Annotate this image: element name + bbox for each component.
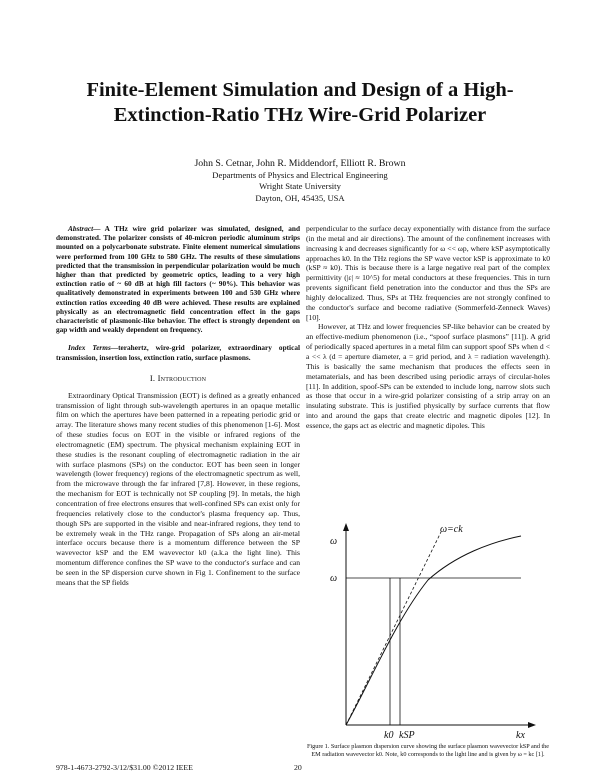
section-heading-introduction (56, 374, 300, 384)
kx-label: kx (516, 730, 525, 741)
right-column (306, 224, 550, 431)
k0-label: k0 (384, 730, 394, 741)
paper-title (40, 78, 560, 128)
index-terms-text: —terahertz, wire-grid polarizer, extraordinary optical transmission, insertion loss, extinction ratio, surface plasmons. (56, 343, 300, 362)
abstract-paragraph (56, 224, 300, 334)
left-column (56, 224, 300, 588)
y-axis-arrow (343, 523, 349, 531)
light-line (346, 532, 441, 725)
dispersion-plot (316, 520, 542, 745)
light-line-label: ω=ck (440, 524, 463, 535)
affiliation-city: Dayton, OH, 45435, USA (255, 192, 345, 203)
dispersion-figure (316, 520, 542, 755)
sp-dispersion-curve (346, 536, 521, 725)
author-list: John S. Cetnar, John R. Middendorf, Elliott R. Brown (194, 158, 406, 169)
footer-isbn: 978-1-4673-2792-3/12/$31.00 ©2012 IEEE (56, 763, 193, 772)
affiliation-department: Departments of Physics and Electrical Engineering (212, 170, 388, 180)
index-terms-label: Index Terms (68, 343, 111, 353)
abstract-label: Abstract (68, 224, 94, 233)
right-paragraph-2: However, at THz and lower frequencies SP-like behavior can be created by an effective-medium phenomenon (i.e., “spoof surface plasmons” [11]). A grid of periodically spaced apertures in a metal film can support spoof SPs when d < a << λ (d = aperture diameter, a = grid period, and λ = radiation wavelength). This is basically the same mechanism that produces the effects seen in metamaterials, and has been described using periodic arrays of circular-holes [11]. In addition, spoof-SPs can be extended to include long, narrow slots such as those that occur in a wire-grid polarizer consisting of a strip array on an insulating substrate. This is justified physically by surface currents that flow into and around the gaps that create electric and magnetic dipoles [12]. In essence, the gaps act as electric and magnetic dipoles. This (306, 322, 550, 430)
page-number: 20 (294, 763, 302, 772)
x-axis-arrow (528, 722, 536, 728)
title-line-2: Extinction-Ratio THz Wire-Grid Polarizer (113, 104, 487, 126)
title-line-1: Finite-Element Simulation and Design of a High- (86, 79, 514, 101)
index-terms-paragraph (56, 343, 300, 361)
ksp-label: kSP (399, 730, 415, 741)
intro-paragraph-1: Extraordinary Optical Transmission (EOT) is defined as a greatly enhanced transmission of light through sub-wavelength apertures in an opaque metallic film on which the apertures have been patterned in a repeating periodic grid or array. The literature shows many recent studies of this phenomenon [1-6]. Most of these studies focus on EOT in the visible or infrared regions of the electromagnetic (EM) spectrum. The physical mechanism explaining EOT in these studies is the resonant coupling of electromagnetic radiation in the air with surface plasmons (SPs) on the conductor. EOT has been seen in longer wavelength (lower frequency) regions of the electromagnetic spectrum as well, from the microwave through the far infrared [7,8]. However, in these regions, the mechanism for EOT is technically not SP coupling [9]. In metals, the high concentration of free electrons ensures that well-confined SPs can exist only for frequencies relatively close to the conductor's plasma frequency ωp. Thus, though SPs are supported in the visible and near-infrared regions, they tend to be extremely weak in the THz range. Propagation of SPs along an air-metal interface occurs because there is a momentum difference between the SP wavevector kSP and the EM wavevector k0 (a.k.a the light line). This momentum difference confines the SP wave to the conductor's surface and can be seen in the SP dispersion curve shown in Fig 1. Confinement to the surface means that the SP fields (56, 390, 300, 587)
right-paragraph-1: perpendicular to the surface decay exponentially with distance from the surface (in the metal and air directions). The amount of the confinement increases with increasing k and decreases significantly for ω << ωp, where kSP asymptotically approaches k0. In the THz regions the SP wave vector kSP is approximate to k0 (kSP ≈ k0). This is because there is a large negative real part of the complex permittivity (|ε| ≈ 10^5) for metal conductors at these frequencies. This in turn prevents significant field penetration into the conductor and thus the SPs are highly delocalized. Thus, SPs at THz frequencies are not strongly confined to the conductor's surface and become radiative (Sommerfeld-Zenneck Waves)[10]. (306, 224, 550, 322)
omega-axis-label: ω (330, 536, 338, 547)
section-title: Introduction (157, 372, 207, 383)
affiliation-university: Wright State University (259, 181, 341, 192)
omega-level-label: ω (330, 573, 338, 584)
figure-caption: Figure 1. Surface plasmon dispersion curve showing the surface plasmon wavevector kSP and the EM radiation wavevector k0. Note, k0 corresponds to the light line and is given by ω = kc [1]. (306, 743, 550, 759)
affiliation (0, 170, 600, 204)
section-numeral: I. (149, 372, 156, 383)
abstract-text: — A THz wire grid polarizer was simulated, designed, and demonstrated. The polarizer consists of 40-micron periodic aluminum strips mounted on a polycarbonate substrate. Finite element numerical simulations were performed from 100 GHz to 580 GHz. The results of these simulations predicted that the transmission in perpendicular polarization would be much higher than that predicted by geometric optics, leading to a very high extinction ratio of ~ 60 dB at high fill factors (~ 90%). This behavior was qualitatively demonstrated in experiments between 100 and 530 GHz where extinction ratios exceeding 40 dB were achieved. These results are explained physically as an electromagnetic field concentration effect in the gaps characteristic of plasmonic-like behavior. The effect is strongly dependent on gap width and weakly dependent on frequency. (56, 224, 300, 335)
